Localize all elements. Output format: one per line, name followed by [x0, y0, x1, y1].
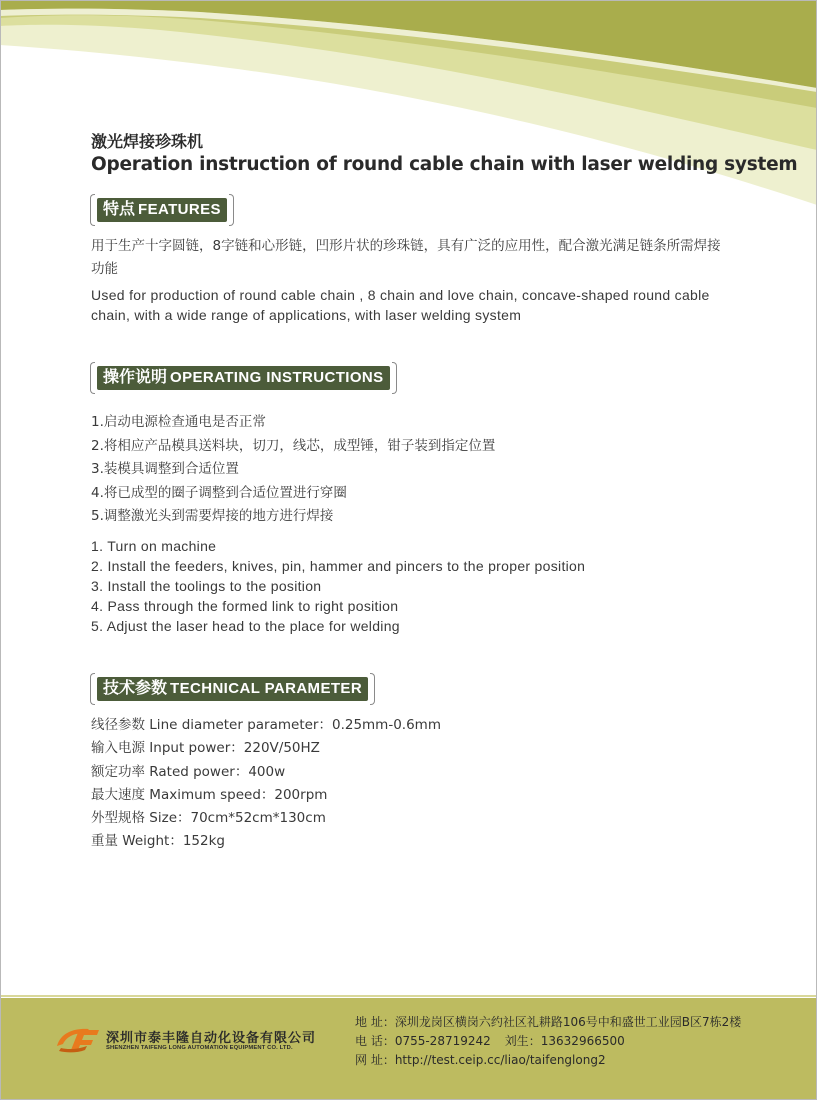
title-english: Operation instruction of round cable chain with laser welding system — [91, 154, 798, 175]
list-item: 2.将相应产品模具送料块，切刀，线芯，成型锤，钳子装到指定位置 — [91, 437, 496, 454]
contact-info — [355, 1013, 741, 1070]
technical-params — [91, 714, 441, 854]
header-swoosh-decoration — [0, 0, 817, 220]
company-logo-icon — [55, 1024, 101, 1054]
heading-bracket-left — [90, 194, 95, 226]
param-max-speed: 最大速度 Maximum speed：200rpm — [91, 786, 328, 803]
list-item: 4.将已成型的圈子调整到合适位置进行穿圈 — [91, 484, 347, 501]
param-line-diameter: 线径参数 Line diameter parameter：0.25mm-0.6mm — [91, 717, 441, 733]
list-item: 1. Turn on machine — [91, 538, 217, 554]
param-rated-power: 额定功率 Rated power：400w — [91, 763, 286, 780]
list-item: 3.装模具调整到合适位置 — [91, 461, 239, 477]
operating-heading-pill — [97, 366, 390, 390]
technical-heading-en: TECHNICAL PARAMETER — [170, 680, 363, 697]
title-chinese: 激光焊接珍珠机 — [91, 132, 204, 151]
footer-divider — [0, 995, 817, 997]
features-heading-cn: 特点 — [103, 201, 136, 218]
list-item: 4. Pass through the formed link to right position — [91, 598, 399, 614]
company-name-cn: 深圳市泰丰隆自动化设备有限公司 — [106, 1031, 317, 1046]
technical-heading — [90, 673, 375, 705]
contact-person: 刘生：13632966500 — [504, 1034, 625, 1048]
contact-phone-row — [355, 1032, 741, 1051]
param-input-power: 输入电源 Input power：220V/50HZ — [91, 740, 320, 757]
features-text-en: Used for production of round cable chain , 8 chain and love chain, concave-shaped round cable chain, with a wide range of applications, with laser welding system — [91, 287, 710, 323]
features-heading-pill — [97, 198, 227, 222]
operating-steps-cn — [91, 411, 495, 529]
list-item: 1.启动电源检查通电是否正常 — [91, 414, 266, 430]
list-item: 5.调整激光头到需要焊接的地方进行焊接 — [91, 508, 334, 524]
param-weight: 重量 Weight：152kg — [91, 833, 225, 850]
list-item: 3. Install the toolings to the position — [91, 578, 322, 594]
technical-heading-cn: 技术参数 — [103, 680, 168, 697]
list-item: 2. Install the feeders, knives, pin, hammer and pincers to the proper position — [91, 558, 586, 574]
company-name-en: SHENZHEN TAIFENG LONG AUTOMATION EQUIPMENT CO. LTD. — [106, 1045, 293, 1051]
contact-website: 网 址：http://test.ceip.cc/liao/taifenglong2 — [355, 1053, 606, 1067]
heading-bracket-left — [90, 673, 95, 705]
contact-phone: 电 话：0755-28719242 — [355, 1034, 491, 1048]
param-size: 外型规格 Size：70cm*52cm*130cm — [91, 810, 326, 827]
operating-heading-en: OPERATING INSTRUCTIONS — [170, 369, 384, 386]
heading-bracket-right — [392, 362, 397, 394]
heading-bracket-right — [229, 194, 234, 226]
contact-address: 地 址：深圳龙岗区横岗六约社区礼耕路106号中和盛世工业园B区7栋2楼 — [355, 1015, 742, 1029]
operating-heading-cn: 操作说明 — [103, 369, 168, 386]
features-heading-en: FEATURES — [138, 201, 221, 218]
operating-heading — [90, 362, 397, 394]
heading-bracket-left — [90, 362, 95, 394]
features-heading — [90, 194, 234, 226]
operating-steps-en — [91, 536, 585, 636]
features-text-cn: 用于生产十字圆链，8字链和心形链，凹形片状的珍珠链，具有广泛的应用性，配合激光满足链条所需焊接功能 — [91, 238, 721, 277]
list-item: 5. Adjust the laser head to the place for welding — [91, 618, 400, 634]
heading-bracket-right — [370, 673, 375, 705]
technical-heading-pill — [97, 677, 368, 701]
